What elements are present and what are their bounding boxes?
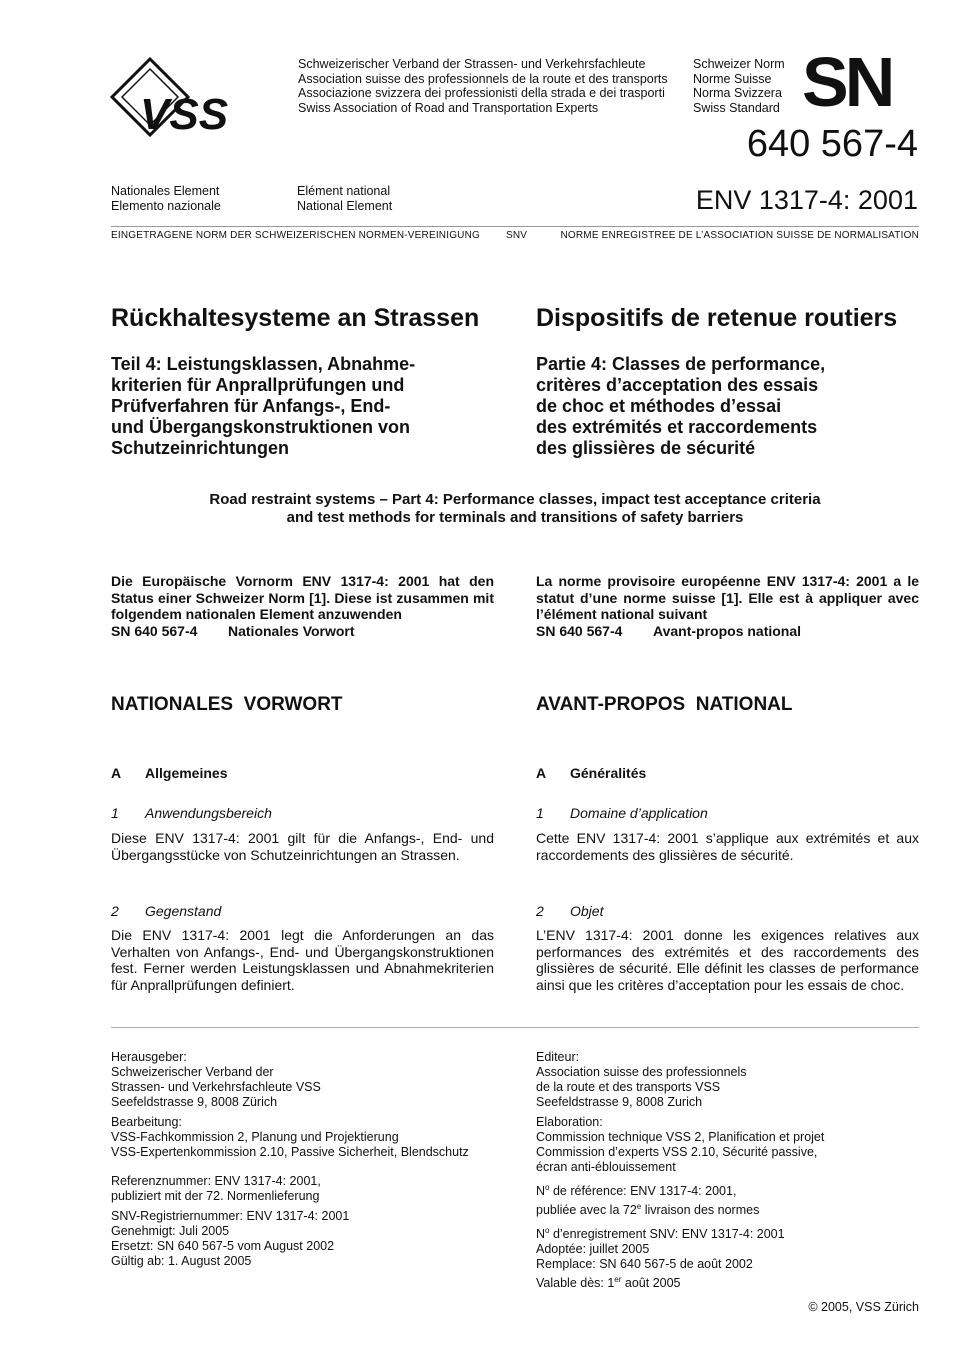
section-a-fr [536, 765, 646, 782]
pub-line: Commission d’experts VSS 2.10, Sécurité passive, [536, 1145, 818, 1159]
section-2-fr [536, 903, 603, 919]
pub-line: Editeur: [536, 1050, 580, 1064]
footer-divider [111, 1027, 919, 1028]
publisher-de-registration: SNV-Registriernummer: ENV 1317-4: 2001 [111, 1209, 350, 1223]
vss-logo [110, 57, 290, 139]
pub-line [536, 1199, 919, 1218]
intro-de-text: Die Europäische Vornorm ENV 1317-4: 2001 hat den Status einer Schweizer Norm [1]. Diese ist zusammen mit folgendem nationalen Element anzuwenden [111, 573, 494, 622]
intro-de [111, 573, 494, 639]
registered-de: EINGETRAGENE NORM DER SCHWEIZERISCHEN NORMEN-VEREINIGUNG [111, 230, 481, 241]
pub-line: publiziert mit der 72. Normenlieferung [111, 1189, 320, 1203]
org-line-fr: Association suisse des professionnels de la route et des transports [298, 71, 668, 86]
publisher-de-replaces: Ersetzt: SN 640 567-5 vom August 2002 [111, 1239, 335, 1253]
subtitle-fr [536, 354, 825, 459]
pub-line: Referenznummer: ENV 1317-4: 2001, [111, 1174, 321, 1188]
pub-line: Elaboration: [536, 1115, 603, 1129]
intro-fr [536, 573, 919, 639]
pub-line: de la route et des transports VSS [536, 1080, 721, 1094]
title-fr: Dispositifs de retenue routiers [536, 304, 898, 332]
section-1-fr-text: Cette ENV 1317-4: 2001 s’applique aux extrémités et aux raccordements des glissières de sécurité. [536, 830, 919, 863]
subtitle-de-line: kriterien für Anprallprüfungen und [111, 375, 405, 395]
section-1-fr-number: 1 [536, 805, 544, 821]
subtitle-de-line: Prüfverfahren für Anfangs-, End- [111, 396, 391, 416]
intro-fr-text: La norme provisoire européenne ENV 1317-4: 2001 a le statut d’une norme suisse [1]. Elle est à appliquer avec l’élément national suivant [536, 573, 919, 622]
section-1-de-text: Diese ENV 1317-4: 2001 gilt für die Anfangs-, End- und Übergangsstücke von Schutzeinrichtungen an Strassen. [111, 830, 494, 863]
element-de: Nationales Element [111, 184, 220, 198]
pub-sup: o [545, 1226, 550, 1236]
subtitle-de-line: Teil 4: Leistungsklassen, Abnahme- [111, 354, 416, 374]
pub-sup: e [636, 1202, 642, 1212]
publisher-fr-editor [536, 1050, 919, 1110]
title-en [111, 491, 919, 527]
section-a-de-number: A [111, 765, 122, 781]
pub-line: Bearbeitung: [111, 1115, 182, 1129]
section-1-fr-label: Domaine d’application [570, 805, 708, 821]
pub-line: VSS-Expertenkommission 2.10, Passive Sicherheit, Blendschutz [111, 1145, 469, 1159]
publisher-de-editor [111, 1050, 511, 1110]
org-names [298, 57, 668, 115]
intro-fr-ref: SN 640 567-4 [536, 622, 623, 639]
pub-sup: o [545, 1183, 550, 1192]
subtitle-fr-line: des glissières de sécurité [536, 438, 756, 458]
section-2-de-text: Die ENV 1317-4: 2001 legt die Anforderungen an das Verhalten von Anfangs-, End- und Übergangskonstruktionen fest. Ferner werden Leistungsklassen und Abnahmekriterien für Anprallprüfungen definiert. [111, 927, 494, 993]
pub-line: Seefeldstrasse 9, 8008 Zurich [536, 1095, 703, 1109]
subtitle-fr-line: Partie 4: Classes de performance, [536, 354, 826, 374]
intro-de-ref-label: Nationales Vorwort [228, 622, 355, 639]
norm-label-fr: Norme Suisse [693, 71, 772, 86]
env-number: ENV 1317-4: 2001 [695, 185, 918, 215]
element-fr: Elément national [297, 184, 391, 198]
pub-text: d’enregistrement SNV: ENV 1317-4: 2001 [549, 1227, 785, 1242]
copyright: © 2005, VSS Zürich [808, 1300, 919, 1314]
publisher-fr-adopted: Adoptée: juillet 2005 [536, 1242, 650, 1257]
subtitle-de-line: Schutzeinrichtungen [111, 438, 290, 458]
subtitle-de [111, 354, 415, 459]
pub-text: livraison des normes [641, 1203, 760, 1218]
publisher-fr [536, 1050, 919, 1292]
header-divider [111, 226, 919, 227]
section-1-de-label: Anwendungsbereich [145, 805, 272, 821]
pub-line: écran anti-éblouissement [536, 1160, 676, 1174]
pub-line: VSS-Fachkommission 2, Planung und Projektierung [111, 1130, 399, 1144]
pub-line: Herausgeber: [111, 1050, 187, 1064]
title-en-line: and test methods for terminals and transitions of safety barriers [286, 509, 744, 526]
pub-line: Seefeldstrasse 9, 8008 Zürich [111, 1095, 278, 1109]
pub-line: Association suisse des professionnels [536, 1065, 747, 1079]
pub-text: N [536, 1184, 546, 1199]
element-right [297, 184, 392, 213]
pub-line: Schweizerischer Verband der [111, 1065, 274, 1079]
section-2-fr-text: L’ENV 1317-4: 2001 donne les exigences relatives aux performances des extrémités et des raccordements des glissières de sécurité. Elle définit les classes de performance ainsi que les critères d’acceptation pour les essais de choc. [536, 927, 919, 993]
section-a-fr-number: A [536, 765, 547, 781]
publisher-de-reference [111, 1174, 511, 1204]
registered-snv: SNV [506, 230, 528, 241]
pub-text: août 2005 [621, 1276, 681, 1291]
pub-text: Valable dès: 1 [536, 1276, 615, 1291]
intro-de-ref: SN 640 567-4 [111, 622, 198, 639]
section-a-de [111, 765, 227, 782]
subtitle-de-line: und Übergangskonstruktionen von [111, 417, 411, 437]
norm-labels [693, 57, 785, 115]
pub-line [536, 1180, 919, 1199]
publisher-fr-elaboration [536, 1115, 919, 1175]
pub-sup: er [614, 1275, 622, 1285]
element-en: National Element [297, 198, 393, 213]
publisher-fr-replaces: Remplace: SN 640 567-5 de août 2002 [536, 1257, 753, 1272]
publisher-fr-registration [536, 1223, 919, 1242]
publisher-de-elaboration [111, 1115, 511, 1160]
publisher-de-approved: Genehmigt: Juli 2005 [111, 1224, 230, 1238]
heading-avant-propos: AVANT-PROPOS NATIONAL [536, 694, 793, 715]
standard-number: 640 567-4 [746, 123, 918, 165]
section-1-de-number: 1 [111, 805, 119, 821]
org-line-de: Schweizerischer Verband der Strassen- und Verkehrsfachleute [298, 57, 646, 71]
sn-logo: SN [802, 43, 892, 121]
intro-de-ref-row [111, 623, 494, 640]
title-de: Rückhaltesysteme an Strassen [111, 304, 480, 332]
section-2-de [111, 903, 221, 919]
section-1-fr [536, 805, 708, 821]
org-line-it: Associazione svizzera dei professionisti della strada e dei trasporti [298, 86, 665, 100]
pub-text: de référence: ENV 1317-4: 2001, [549, 1184, 737, 1199]
section-2-fr-number: 2 [536, 903, 544, 919]
section-2-de-number: 2 [111, 903, 119, 919]
publisher-de [111, 1050, 511, 1269]
heading-nationales-vorwort: NATIONALES VORWORT [111, 694, 343, 715]
pub-line: Commission technique VSS 2, Planification et projet [536, 1130, 825, 1144]
publisher-de-valid: Gültig ab: 1. August 2005 [111, 1254, 252, 1268]
registered-fr: NORME ENREGISTREE DE L’ASSOCIATION SUISSE DE NORMALISATION [560, 230, 919, 241]
pub-text: publiée avec la 72 [536, 1203, 637, 1218]
pub-text: N [536, 1227, 546, 1242]
section-2-fr-label: Objet [570, 903, 604, 919]
norm-label-it: Norma Svizzera [693, 86, 782, 100]
section-2-de-label: Gegenstand [145, 903, 222, 919]
org-line-en: Swiss Association of Road and Transportation Experts [298, 100, 599, 115]
subtitle-fr-line: de choc et méthodes d’essai [536, 396, 782, 416]
subtitle-fr-line: critères d’acceptation des essais [536, 375, 819, 395]
vss-logo-text: VSS [140, 90, 229, 139]
section-a-fr-label: Généralités [570, 765, 647, 781]
intro-fr-ref-label: Avant-propos national [653, 622, 802, 639]
pub-line: Strassen- und Verkehrsfachleute VSS [111, 1080, 321, 1094]
title-en-line: Road restraint systems – Part 4: Performance classes, impact test acceptance criteria [209, 491, 821, 508]
subtitle-fr-line: des extrémités et raccordements [536, 417, 818, 437]
section-1-de [111, 805, 272, 821]
norm-label-en: Swiss Standard [693, 100, 780, 115]
norm-label-de: Schweizer Norm [693, 57, 785, 71]
intro-fr-ref-row [536, 623, 919, 640]
element-left [111, 184, 221, 213]
section-a-de-label: Allgemeines [145, 765, 228, 781]
publisher-fr-reference [536, 1180, 919, 1218]
publisher-fr-valid [536, 1272, 919, 1291]
element-it: Elemento nazionale [111, 198, 221, 213]
